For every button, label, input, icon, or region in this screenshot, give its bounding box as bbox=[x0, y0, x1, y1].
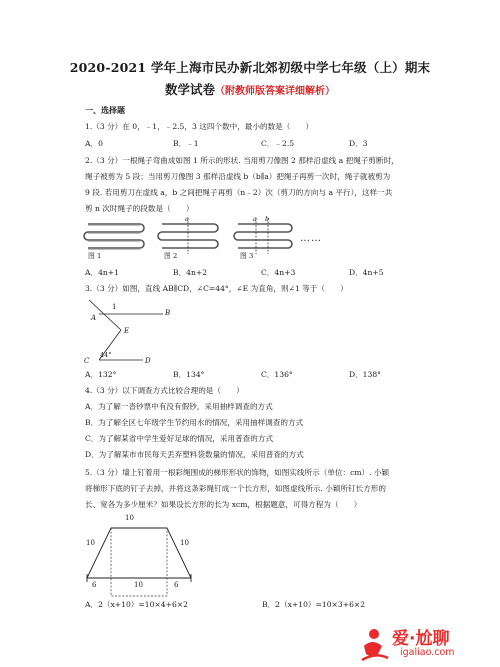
exam-title-note: （附教师版答案详细解析） bbox=[215, 86, 335, 97]
q2-stem-line3: 9 段. 若用剪刀在虚线 a，b 之间把绳子再剪（n﹣2）次（剪刀的方向与 a 平行），这样一共 bbox=[85, 188, 393, 197]
q5-label-right: 10 bbox=[180, 539, 189, 547]
q2-option-c: C．4n+3 bbox=[261, 268, 296, 277]
q1-option-b: B．﹣1 bbox=[173, 139, 199, 148]
q1-option-a: A．0 bbox=[85, 139, 103, 148]
q2-fig1-label: 图 1 bbox=[88, 252, 102, 260]
q1-option-c: C．﹣2.5 bbox=[261, 139, 295, 148]
q3-label-d: D bbox=[145, 357, 151, 365]
q3-stem: 3.（3 分）如图，直线 AB∥CD，∠C=44°，∠E 为直角，则∠1 等于（ ） bbox=[85, 284, 348, 293]
q5-stem-line3: 长、宽各为多少厘米？如果设长方形的长为 xcm，根据题意，可得方程为（ ） bbox=[85, 500, 362, 509]
q2-fig3-line-b-label: b bbox=[265, 215, 270, 223]
rope-figure-1 bbox=[84, 224, 144, 250]
exam-title-line1: 2020-2021 学年上海市民办新北郊初级中学七年级（上）期末 bbox=[69, 60, 431, 75]
q5-label-top: 10 bbox=[125, 514, 134, 522]
q3-label-b: B bbox=[165, 309, 171, 317]
q5-label-bottom-left: 6 bbox=[92, 581, 97, 589]
q3-option-c: C．136° bbox=[261, 370, 293, 379]
q4-option-c: C．为了解某省中学生爱好足球的情况，采用普查的方式 bbox=[85, 434, 274, 443]
q4-option-a: A．为了解一沓钞票中有没有假钞，采用抽样调查的方式 bbox=[85, 402, 273, 411]
q2-option-b: B．4n+2 bbox=[173, 268, 208, 277]
q2-stem-line2: 绳子被剪为 5 段；当用剪刀像图 3 那样沿虚线 b（b∥a）把绳子再剪一次时，绳子就被剪为 bbox=[85, 172, 391, 181]
q3-label-1: 1 bbox=[112, 303, 117, 311]
q4-option-b: B．为了解全区七年级学生节约用水的情况，采用抽样调查的方式 bbox=[85, 418, 304, 427]
q2-fig3-label: 图 3 bbox=[240, 252, 254, 260]
q3-label-angle: 44° bbox=[100, 351, 112, 359]
exam-title-main: 数学试卷 bbox=[164, 82, 215, 97]
q2-ellipsis: …… bbox=[300, 233, 322, 244]
watermark-url: igaliao.com bbox=[400, 647, 455, 658]
q5-stem-line1: 5.（3 分）墙上钉着用一根彩绳围成的梯形形状的饰物，如图实线所示（单位：cm）. 小颖 bbox=[85, 468, 390, 477]
q5-option-b: B．2（x+10）=10×3+6×2 bbox=[262, 600, 366, 609]
q4-stem: 4.（3 分）以下调查方式比较合理的是（ ） bbox=[85, 386, 244, 395]
q3-label-e: E bbox=[124, 327, 130, 335]
exam-title-line2 bbox=[0, 80, 500, 98]
q2-option-d: D．4n+5 bbox=[349, 268, 384, 277]
q5-option-a: A．2（x+10）=10×4+6×2 bbox=[85, 600, 189, 609]
q5-stem-line2: 将梯形下底的钉子去掉，并将这条彩绳钉成一个长方形，如图虚线所示. 小颖所钉长方形的 bbox=[85, 484, 386, 493]
q3-option-d: D．138° bbox=[349, 370, 381, 379]
section-heading-choice: 一、选择题 bbox=[85, 105, 125, 115]
q2-fig2-label: 图 2 bbox=[164, 252, 178, 260]
q1-option-d: D．3 bbox=[349, 139, 368, 148]
q1-stem: 1.（3 分）在 0，﹣1，﹣2.5，3 这四个数中，最小的数是（ ） bbox=[85, 122, 314, 131]
q2-fig3-line-a-label: a bbox=[253, 215, 257, 223]
q5-label-bottom-right: 6 bbox=[174, 581, 179, 589]
q2-stem-line1: 2.（3 分）一根绳子弯曲成如图 1 所示的形状. 当用剪刀像图 2 那样沿虚线 a 把绳子剪断时， bbox=[85, 156, 399, 165]
q5-label-bottom-mid: 10 bbox=[134, 581, 143, 589]
rope-figure-3 bbox=[234, 218, 292, 254]
q3-label-c: C bbox=[84, 357, 90, 365]
q3-label-a: A bbox=[91, 314, 97, 322]
q4-option-d: D．为了解某市市民每天丢弃塑料袋数量的情况，采用普查的方式 bbox=[85, 450, 304, 459]
trapezoid-outline bbox=[87, 528, 191, 578]
q3-option-b: B．134° bbox=[173, 370, 205, 379]
q2-option-a: A．4n+1 bbox=[85, 268, 119, 277]
q2-line-a-label: a bbox=[185, 215, 189, 223]
q5-label-left: 10 bbox=[86, 539, 95, 547]
watermark-brand: 爱·尬聊 bbox=[392, 629, 450, 649]
q3-option-a: A．132° bbox=[85, 370, 117, 379]
q2-stem-line4: 剪 n 次时绳子的段数是（ ） bbox=[85, 204, 194, 213]
